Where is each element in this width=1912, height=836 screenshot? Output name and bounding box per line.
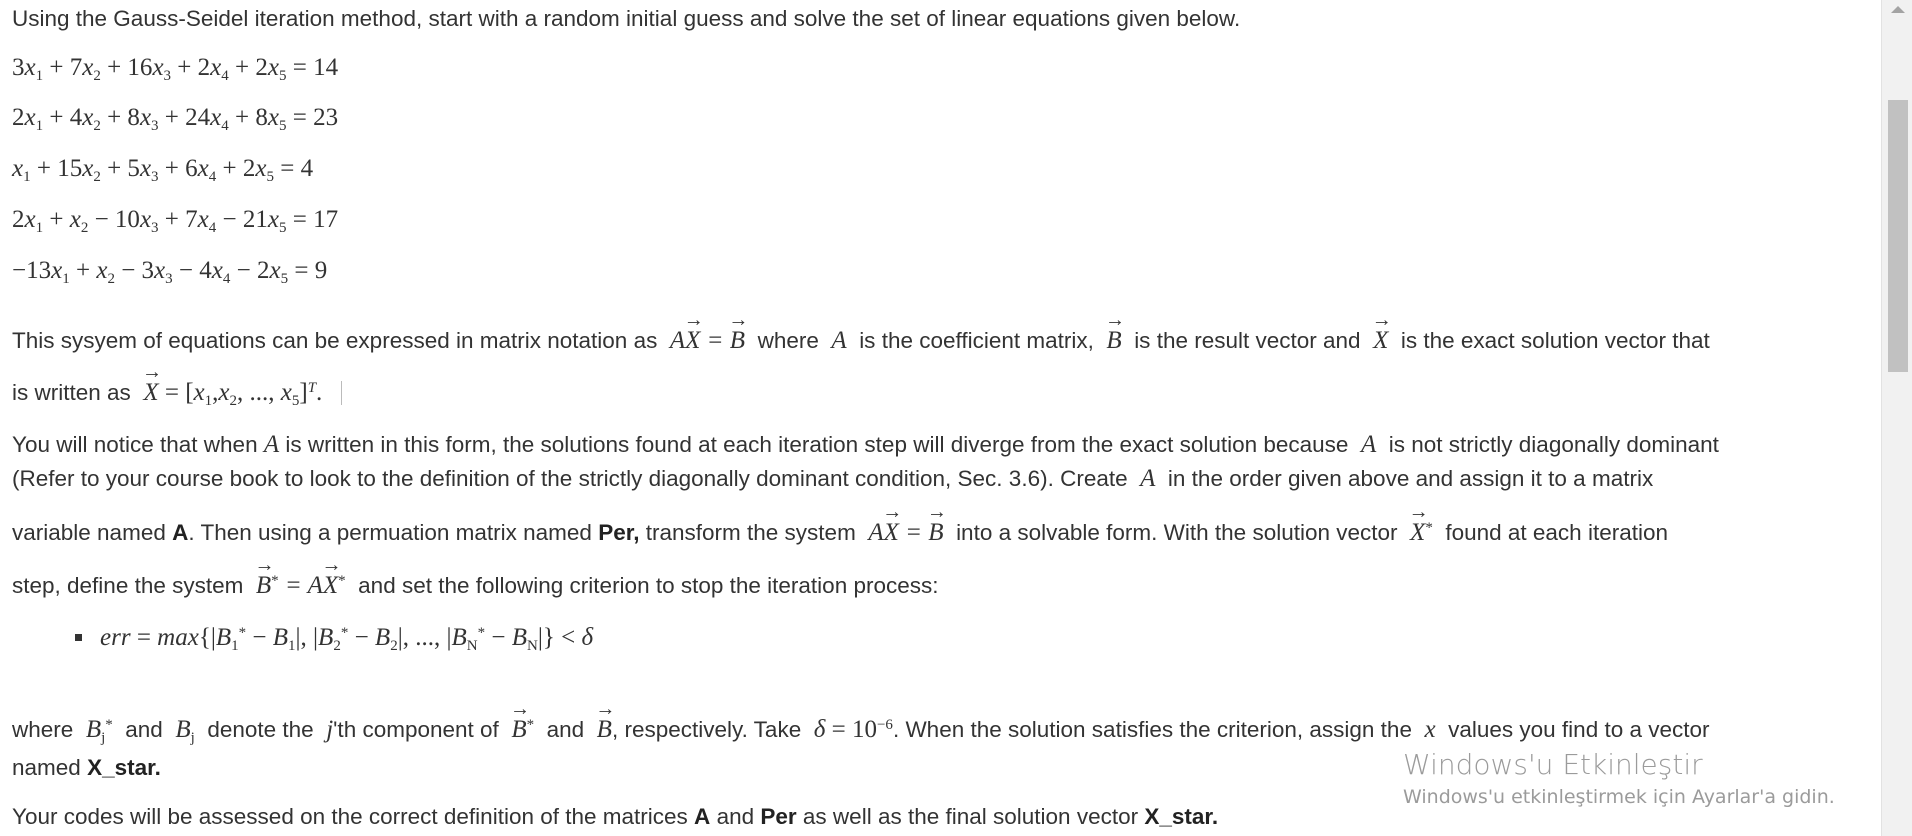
equation-2: $2x_1 + 4x_2 + 8x_3 + 24x_4 + 8x_5 = 23$ [12, 104, 339, 134]
paragraph-3-line-1: You will notice that when A is written in this form, the solutions found at each iteration step will diverge from the exact solution because A is not strictly diagonally dominant [12, 431, 1719, 458]
intro-text: Using the Gauss-Seidel iteration method, start with a random initial guess and solve the set of linear equations given below. [12, 6, 1241, 31]
paragraph-4-line-1: where $B_j^*$ and $B_j$ denote the j'th component of → B* and → B, respectively. Take $\delta = 10^{-6}$. When the solution satisfies the criterion, assign the x values you find to a vector [12, 716, 1710, 744]
stop-criterion: err = $\max\{|B_1^* - B_1|$, $|B_2^* - B_2|$, ..., $|B_N^* - B_N|\} < \delta$ [100, 624, 594, 654]
vertical-scrollbar[interactable] [1881, 0, 1912, 836]
math-x-vector: → $X = [x_1,x_2$, ..., $x_5]^T$. [137, 379, 322, 406]
bullet-marker [75, 634, 82, 641]
windows-activation-title: Windows'u Etkinleştir [1403, 748, 1703, 781]
paragraph-3-line-3: variable named A. Then using a permuation matrix named Per, transform the system A→ X = → B into a solvable form. With the solution vector → X* found at each iteration [12, 519, 1668, 547]
equation-4: $2x_1 + x_2 - 10x_3 + 7x_4 - 21x_5 = 17$ [12, 206, 339, 236]
matrix-notation-line-1: This sysyem of equations can be expressed in matrix notation as A→ X = → B where A is the coefficient matrix, → B is the result vector and → X is the exact solution vector that [12, 327, 1710, 355]
matrix-notation-line-2: is written as → $X = [x_1,x_2$, ..., $x_5]^T$. [12, 379, 342, 407]
paragraph-3-line-2: (Refer to your course book to look to the definition of the strictly diagonally dominant condition, Sec. 3.6). Create A in the order given above and assign it to a matrix [12, 465, 1654, 492]
equation-5: $-13x_1 + x_2 - 3x_3 - 4x_4 - 2x_5 = 9$ [12, 257, 328, 287]
scrollbar-thumb[interactable] [1888, 100, 1908, 372]
windows-activation-subtitle: Windows'u etkinleştirmek için Ayarlar'a gidin. [1403, 786, 1835, 808]
scroll-up-arrow-icon[interactable] [1891, 6, 1905, 13]
text-cursor [341, 381, 342, 405]
paragraph-3-line-4: step, define the system → B* = A→ X* and set the following criterion to stop the iteration process: [12, 572, 939, 600]
paragraph-4-line-2: named X_star. [12, 755, 161, 780]
equation-1: $3x_1 + 7x_2 + 16x_3 + 2x_4 + 2x_5 = 14$ [12, 54, 339, 84]
math-ax-eq-b: A→ X = → B [664, 327, 752, 354]
paragraph-5: Your codes will be assessed on the correct definition of the matrices A and Per as well as the final solution vector X_star. [12, 804, 1219, 829]
equation-3: $x_1 + 15x_2 + 5x_3 + 6x_4 + 2x_5 = 4$ [12, 155, 314, 185]
